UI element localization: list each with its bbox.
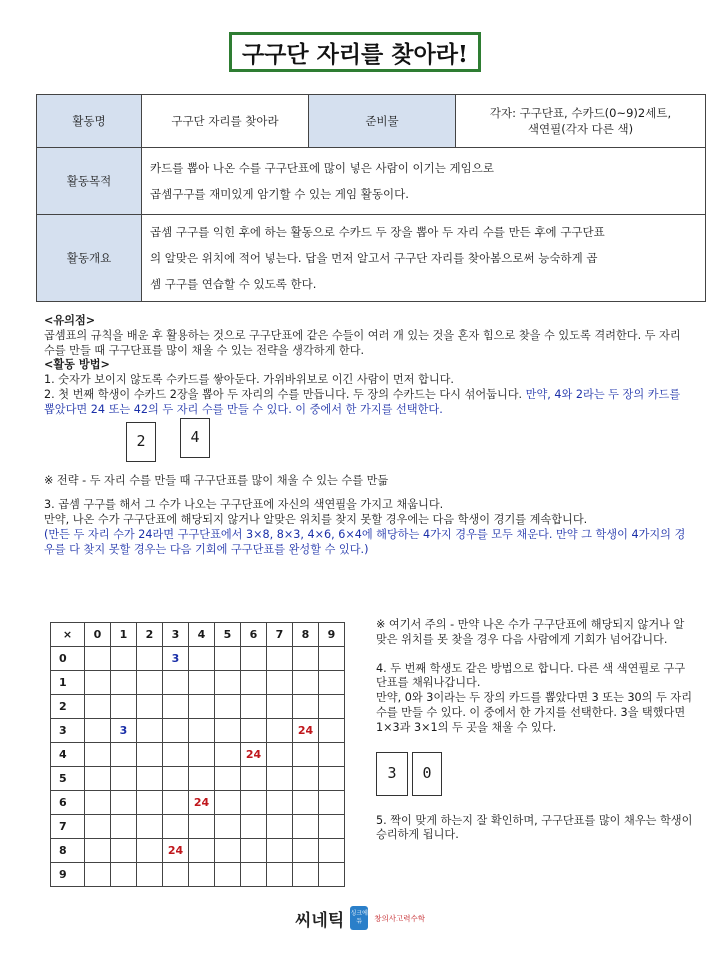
- grid-cell: [319, 695, 345, 719]
- grid-row-label: 1: [51, 671, 85, 695]
- grid-cell: [319, 743, 345, 767]
- grid-cell: [137, 743, 163, 767]
- grid-row: [51, 815, 345, 839]
- grid-cell: [189, 695, 215, 719]
- grid-cell: [241, 839, 267, 863]
- grid-cell: [163, 815, 189, 839]
- grid-cell: [111, 695, 137, 719]
- grid-cell: [215, 791, 241, 815]
- grid-row-label: 9: [51, 863, 85, 887]
- grid-cell: [111, 743, 137, 767]
- grid-cell: [319, 791, 345, 815]
- number-card: 0: [412, 752, 442, 796]
- grid-cell: [267, 863, 293, 887]
- step-3-line-2: 만약, 나온 수가 구구단표에 해당되지 않거나 알맞은 위치를 찾지 못할 경우에는 다음 학생이 경기를 계속합니다.: [44, 513, 588, 527]
- grid-header-cell: 9: [319, 623, 345, 647]
- grid-cell: [85, 695, 111, 719]
- grid-header-cell: 2: [137, 623, 163, 647]
- grid-row-label: 3: [51, 719, 85, 743]
- grid-cell: [241, 719, 267, 743]
- grid-cell: [163, 695, 189, 719]
- step-4-line-2: 만약, 0와 3이라는 두 장의 카드를 뽑았다면 3 또는 30의 두 자리 수를 만들 수 있다. 이 중에서 한 가지를 선택한다. 3을 택했다면 1×3과 3×1의 두 곳을 채울 수 있다.: [376, 691, 693, 734]
- grid-cell: [241, 695, 267, 719]
- grid-cell: [267, 743, 293, 767]
- grid-cell: [241, 791, 267, 815]
- example-cards-2: [376, 744, 694, 800]
- grid-cell: [137, 647, 163, 671]
- grid-cell: [319, 671, 345, 695]
- overview-label: 활동개요: [37, 215, 142, 302]
- grid-cell: [293, 695, 319, 719]
- step-4-line-1: 4. 두 번째 학생도 같은 방법으로 합니다. 다른 색 색연필로 구구단표를 채워나갑니다.: [376, 661, 686, 690]
- grid-cell: [85, 719, 111, 743]
- grid-cell: [293, 863, 319, 887]
- notes-heading: <유의점>: [44, 314, 96, 327]
- grid-cell: [241, 671, 267, 695]
- grid-cell: 3: [163, 647, 189, 671]
- brand-badge: 싱크에듀: [350, 906, 368, 930]
- grid-row: [51, 767, 345, 791]
- grid-cell: [163, 767, 189, 791]
- grid-cell: [189, 839, 215, 863]
- grid-cell: [111, 647, 137, 671]
- example-cards: [44, 418, 692, 466]
- grid-cell: 3: [111, 719, 137, 743]
- grid-cell: 24: [163, 839, 189, 863]
- grid-cell: [319, 815, 345, 839]
- number-card: 3: [376, 752, 408, 796]
- grid-cell: [267, 815, 293, 839]
- grid-cell: [137, 863, 163, 887]
- footer-logo: [0, 900, 720, 936]
- notes-text: 곱셈표의 규칙을 배운 후 활용하는 것으로 구구단표에 같은 수들이 여러 개 있는 것을 혼자 힘으로 찾을 수 있도록 격려한다. 두 자리 수를 만들 때 구구단표를 많이 채울 수 있는 전략을 생각하게 한다.: [44, 328, 681, 357]
- grid-row-label: 5: [51, 767, 85, 791]
- grid-cell: [111, 767, 137, 791]
- grid-cell: [189, 743, 215, 767]
- grid-cell: [137, 767, 163, 791]
- multiplication-grid: [50, 622, 345, 887]
- grid-cell: [215, 767, 241, 791]
- grid-cell: [215, 743, 241, 767]
- grid-cell: [293, 839, 319, 863]
- grid-cell: [111, 839, 137, 863]
- grid-cell: [137, 839, 163, 863]
- grid-cell: [293, 791, 319, 815]
- step-5: 5. 짝이 맞게 하는지 잘 확인하며, 구구단표를 많이 채우는 학생이 승리하게 됩니다.: [376, 813, 693, 842]
- grid-row: [51, 671, 345, 695]
- grid-cell: [241, 815, 267, 839]
- grid-cell: [137, 815, 163, 839]
- grid-cell: 24: [189, 791, 215, 815]
- grid-cell: [85, 863, 111, 887]
- materials-value: 각자: 구구단표, 수카드(0~9)2세트, 색연필(각자 다른 색): [456, 95, 706, 148]
- grid-cell: [215, 695, 241, 719]
- grid-cell: [319, 767, 345, 791]
- grid-header-cell: 1: [111, 623, 137, 647]
- grid-cell: [319, 647, 345, 671]
- grid-row-label: 8: [51, 839, 85, 863]
- grid-header-cell: 4: [189, 623, 215, 647]
- grid-cell: [215, 839, 241, 863]
- grid-cell: [215, 671, 241, 695]
- materials-label: 준비물: [309, 95, 456, 148]
- grid-cell: [293, 743, 319, 767]
- grid-cell: [241, 767, 267, 791]
- grid-cell: [137, 671, 163, 695]
- grid-row: [51, 863, 345, 887]
- grid-row-label: 6: [51, 791, 85, 815]
- grid-header-cell: 8: [293, 623, 319, 647]
- grid-cell: [189, 647, 215, 671]
- grid-cell: [189, 671, 215, 695]
- number-card: 4: [180, 418, 210, 458]
- brand-name: 씨네틱: [295, 910, 345, 931]
- grid-row-label: 4: [51, 743, 85, 767]
- grid-cell: [163, 791, 189, 815]
- grid-cell: [267, 791, 293, 815]
- grid-row-label: 7: [51, 815, 85, 839]
- grid-cell: [189, 767, 215, 791]
- grid-cell: [215, 863, 241, 887]
- grid-cell: [319, 719, 345, 743]
- grid-header-cell: 7: [267, 623, 293, 647]
- grid-cell: [85, 791, 111, 815]
- activity-name-value: 구구단 자리를 찾아라: [142, 95, 309, 148]
- grid-cell: [267, 719, 293, 743]
- grid-cell: [111, 791, 137, 815]
- step-1: 1. 숫자가 보이지 않도록 수카드를 쌓아둔다. 가위바위보로 이긴 사람이 먼저 합니다.: [44, 373, 454, 387]
- grid-row: [51, 743, 345, 767]
- grid-cell: [189, 719, 215, 743]
- grid-row: [51, 791, 345, 815]
- grid-cell: 24: [241, 743, 267, 767]
- grid-cell: [163, 671, 189, 695]
- grid-row-label: 0: [51, 647, 85, 671]
- grid-cell: [241, 863, 267, 887]
- strategy-note: ※ 전략 - 두 자리 수를 만들 때 구구단표를 많이 채울 수 있는 수를 만듦: [44, 473, 389, 487]
- grid-cell: [189, 815, 215, 839]
- grid-cell: 24: [293, 719, 319, 743]
- purpose-value: 카드를 뽑아 나온 수를 구구단표에 많이 넣은 사람이 이기는 게임으로 곱셈구구를 재미있게 암기할 수 있는 게임 활동이다.: [142, 148, 706, 215]
- grid-cell: [215, 647, 241, 671]
- step-2: 2. 첫 번째 학생이 수카드 2장을 뽑아 두 자리의 수를 만듭니다. 두 장의 수카드는 다시 섞어둡니다. 만약, 4와 2라는 두 장의 카드를 뽑았다면 24 또는 42의 두 자리 수를 만들 수 있다. 이 중에서 한 가지를 선택한다.: [44, 387, 681, 416]
- method-heading: <활동 방법>: [44, 358, 110, 372]
- grid-cell: [267, 767, 293, 791]
- page-title: 구구단 자리를 찾아라!: [229, 32, 481, 72]
- grid-cell: [85, 767, 111, 791]
- grid-cell: [241, 647, 267, 671]
- grid-cell: [215, 719, 241, 743]
- grid-cell: [215, 815, 241, 839]
- purpose-label: 활동목적: [37, 148, 142, 215]
- grid-cell: [85, 671, 111, 695]
- grid-cell: [111, 815, 137, 839]
- grid-body: [51, 647, 345, 887]
- grid-cell: [293, 671, 319, 695]
- step-3-line-1: 3. 곱셈 구구를 해서 그 수가 나오는 구구단표에 자신의 색연필을 가지고 채웁니다.: [44, 498, 444, 512]
- grid-cell: [85, 647, 111, 671]
- grid-cell: [85, 839, 111, 863]
- grid-cell: [293, 647, 319, 671]
- grid-header-cell: 3: [163, 623, 189, 647]
- grid-cell: [189, 863, 215, 887]
- grid-cell: [163, 863, 189, 887]
- grid-cell: [267, 695, 293, 719]
- grid-header-row: [51, 623, 345, 647]
- grid-cell: [163, 743, 189, 767]
- grid-row: [51, 647, 345, 671]
- activity-name-label: 활동명: [37, 95, 142, 148]
- grid-cell: [137, 695, 163, 719]
- grid-cell: [267, 839, 293, 863]
- grid-cell: [111, 863, 137, 887]
- instructions-section: [44, 314, 692, 558]
- grid-cell: [85, 815, 111, 839]
- grid-cell: [85, 743, 111, 767]
- grid-cell: [137, 719, 163, 743]
- step-3-example: (만든 두 자리 수가 24라면 구구단표에서 3×8, 8×3, 4×6, 6×4에 해당하는 4가지 경우를 모두 채운다. 만약 그 학생이 4가지의 경우를 다 찾지 못할 경우는 다음 기회에 구구단표를 완성할 수 있다.): [44, 527, 686, 556]
- grid-row: [51, 719, 345, 743]
- grid-header-cell: 0: [85, 623, 111, 647]
- grid-cell: [293, 767, 319, 791]
- caution-note: ※ 여기서 주의 - 만약 나온 수가 구구단표에 해당되지 않거나 알맞은 위치를 못 찾을 경우 다음 사람에게 기회가 넘어갑니다.: [376, 618, 685, 646]
- grid-cell: [293, 815, 319, 839]
- grid-cell: [267, 671, 293, 695]
- grid-cell: [319, 839, 345, 863]
- grid-cell: [319, 863, 345, 887]
- grid-cell: [111, 671, 137, 695]
- grid-row-label: 2: [51, 695, 85, 719]
- brand-tagline: 창의사고력수학: [374, 913, 425, 923]
- grid-header-cell: ×: [51, 623, 85, 647]
- grid-cell: [137, 791, 163, 815]
- overview-value: 곱셈 구구를 익힌 후에 하는 활동으로 수카드 두 장을 뽑아 두 자리 수를 만든 후에 구구단표 의 알맞은 위치에 적어 넣는다. 답을 먼저 알고서 구구단 자리를 찾아봄으로써 능숙하게 곱 셈 구구를 연습할 수 있도록 한다.: [142, 215, 706, 302]
- grid-header-cell: 6: [241, 623, 267, 647]
- grid-cell: [163, 719, 189, 743]
- grid-header-cell: 5: [215, 623, 241, 647]
- side-notes: [376, 618, 694, 843]
- grid-row: [51, 839, 345, 863]
- number-card: 2: [126, 422, 156, 462]
- grid-cell: [267, 647, 293, 671]
- grid-row: [51, 695, 345, 719]
- activity-info-table: [36, 94, 706, 302]
